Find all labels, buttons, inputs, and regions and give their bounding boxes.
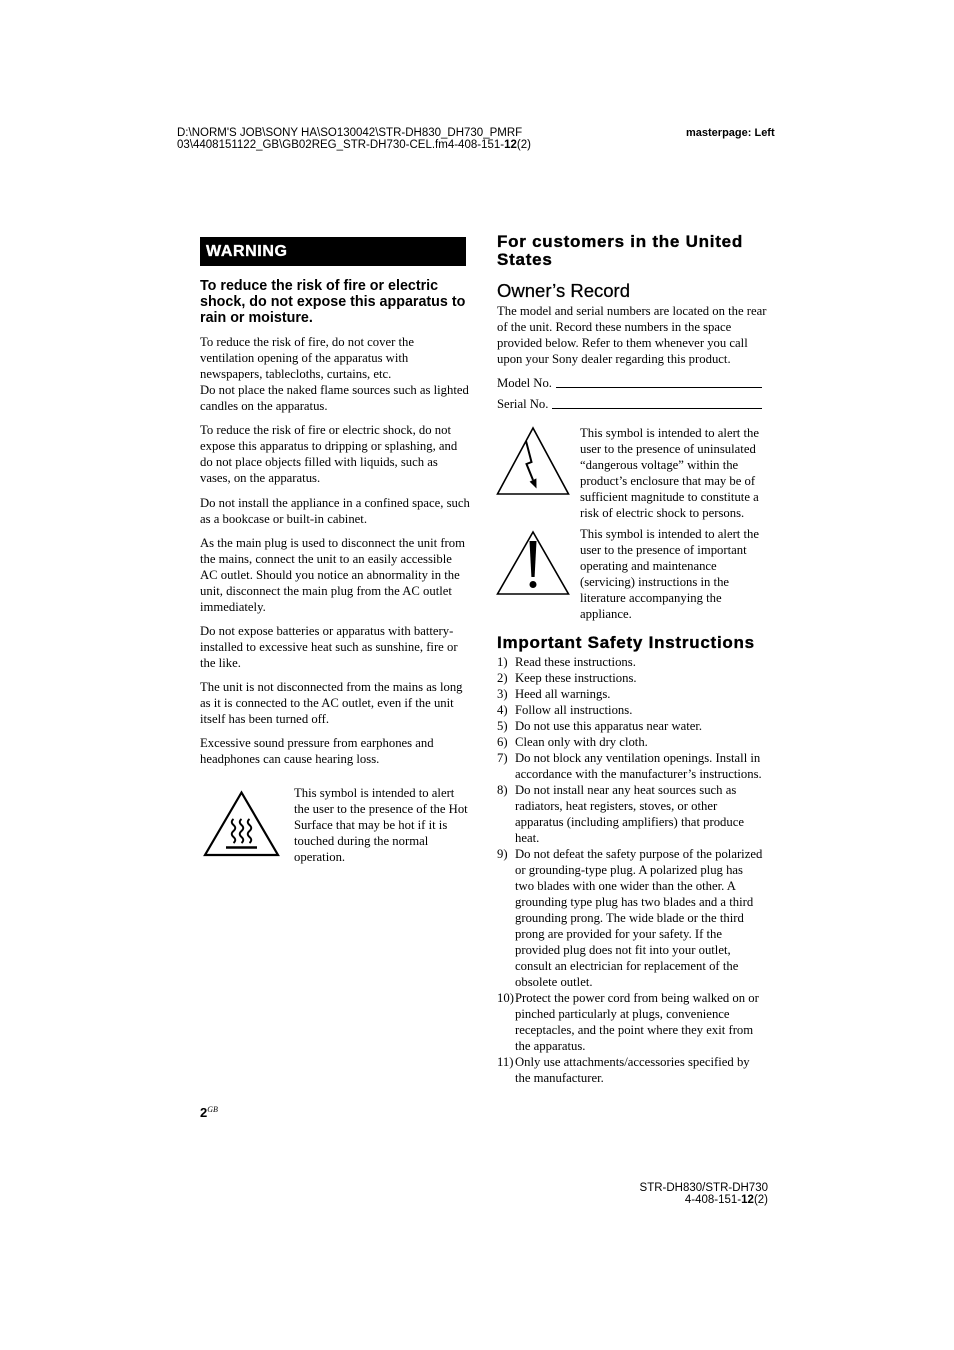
list-item-number: 10) — [497, 991, 514, 1005]
list-item-number: 1) — [497, 655, 508, 669]
file-path-line-2-text: 03\4408151122_GB\GB02REG_STR-DH730-CEL.fm4-408-151- — [177, 139, 505, 151]
page-number — [200, 1102, 218, 1121]
list-item — [497, 686, 767, 702]
list-item-number: 9) — [497, 847, 508, 861]
list-item — [497, 750, 767, 782]
file-path-header — [177, 127, 531, 151]
list-item-text: Read these instructions. — [515, 655, 636, 669]
list-item — [497, 654, 767, 670]
list-item-number: 7) — [497, 751, 508, 765]
exclamation-warning-icon — [496, 530, 570, 596]
list-item-text: Heed all warnings. — [515, 687, 611, 701]
warning-paragraph: Excessive sound pressure from earphones and headphones can cause hearing loss. — [200, 736, 434, 766]
list-item-text: Follow all instructions. — [515, 703, 633, 717]
file-path-line-2 — [177, 139, 531, 151]
footer-part-number-text: 4-408-151- — [684, 1194, 742, 1206]
list-item-text: Clean only with dry cloth. — [515, 735, 648, 749]
exclamation-dot — [530, 581, 537, 588]
warning-paragraph: To reduce the risk of fire, do not cover the ventilation opening of the apparatus with newspapers, tablecloths, curtains, etc. Do not place the naked flame sources such as lighted candles on the apparatus. — [200, 335, 469, 413]
list-item-text: Do not install near any heat sources such as radiators, heat registers, stoves, or other apparatus (including amplifiers) that produce heat. — [515, 783, 745, 845]
heat-wave — [248, 819, 252, 843]
exclamation-bar — [530, 541, 537, 577]
us-customers-title: For customers in the United States — [497, 232, 743, 269]
hot-surface-icon — [203, 790, 280, 857]
safety-instructions-list — [497, 654, 767, 1086]
model-number-row — [497, 375, 762, 391]
heat-wave — [232, 819, 236, 843]
list-item-number: 2) — [497, 671, 508, 685]
warning-paragraph: Do not install the appliance in a confined space, such as a bookcase or built-in cabinet. — [200, 496, 470, 526]
list-item-number: 11) — [497, 1055, 514, 1069]
hot-surface-description: This symbol is intended to alert the user to the presence of the Hot Surface that may be hot if it is touched during the normal operation. — [294, 786, 468, 864]
warning-heading: To reduce the risk of fire or electric shock, do not expose this apparatus to rain or moisture. — [200, 278, 466, 326]
list-item-text: Do not block any ventilation openings. Install in accordance with the manufacturer’s instructions. — [515, 751, 762, 781]
footer-revision-number: 12 — [741, 1194, 754, 1206]
page-number-value: 2 — [200, 1105, 208, 1120]
file-path-revision-number: 12 — [504, 139, 517, 151]
file-path-line-1: D:\NORM'S JOB\SONY HA\SO130042\STR-DH830_DH730_PMRF — [177, 127, 523, 139]
warning-banner — [200, 237, 466, 266]
warning-paragraph: Do not expose batteries or apparatus with battery- installed to excessive heat such as sunshine, fire or the like. — [200, 624, 458, 670]
list-item-number: 8) — [497, 783, 508, 797]
safety-instructions-title: Important Safety Instructions — [497, 633, 755, 652]
heat-wave — [240, 819, 244, 843]
file-path-revision-suffix: (2) — [516, 139, 531, 151]
footer-revision-suffix: (2) — [753, 1194, 768, 1206]
page-number-language-suffix: GB — [207, 1105, 218, 1114]
list-item — [497, 990, 767, 1054]
footer-model-names: STR-DH830/STR-DH730 — [639, 1182, 768, 1194]
warning-title: WARNING — [206, 243, 288, 260]
list-item — [497, 1054, 767, 1086]
list-item-text: Do not use this apparatus near water. — [515, 719, 703, 733]
serial-number-label: Serial No. — [497, 397, 549, 411]
list-item-number: 4) — [497, 703, 508, 717]
list-item — [497, 670, 767, 686]
serial-number-row — [497, 396, 762, 412]
owners-record-title: Owner’s Record — [497, 280, 630, 301]
list-item — [497, 734, 767, 750]
serial-number-blank-line — [552, 396, 762, 409]
footer-part-number — [640, 1194, 768, 1206]
list-item-number: 3) — [497, 687, 508, 701]
model-footer — [640, 1182, 768, 1206]
model-number-label: Model No. — [497, 376, 552, 390]
list-item-text: Do not defeat the safety purpose of the polarized or grounding-type plug. A polarized plug has two blades with one wider than the other. A grounding type plug has two blades and a third grounding prong. The wide blade or the third prong are provided for your safety. If the provided plug does not fit into your outlet, consult an electrician for replacement of the obsolete outlet. — [515, 847, 763, 989]
list-item — [497, 702, 767, 718]
model-number-blank-line — [556, 375, 762, 388]
lightning-bolt — [526, 441, 533, 480]
list-item — [497, 718, 767, 734]
list-item-number: 5) — [497, 719, 508, 733]
owners-record-text: The model and serial numbers are located on the rear of the unit. Record these numbers in the space provided below. Refer to them whenever you call upon your Sony dealer regarding this product. — [497, 304, 767, 366]
warning-paragraph: To reduce the risk of fire or electric shock, do not expose this apparatus to dripping or splashing, and do not place objects filled with liquids, such as vases, on the apparatus. — [200, 423, 458, 485]
dangerous-voltage-description: This symbol is intended to alert the user to the presence of uninsulated “dangerous voltage” within the product’s enclosure that may be of sufficient magnitude to constitute a risk of electric shock to persons. — [580, 426, 760, 520]
list-item — [497, 846, 767, 990]
dangerous-voltage-icon — [496, 426, 570, 496]
list-item-text: Keep these instructions. — [515, 671, 637, 685]
warning-paragraph: The unit is not disconnected from the mains as long as it is connected to the AC outlet, even if the unit itself has been turned off. — [200, 680, 463, 726]
list-item-text: Only use attachments/accessories specified by the manufacturer. — [515, 1055, 750, 1085]
list-item-number: 6) — [497, 735, 508, 749]
list-item — [497, 782, 767, 846]
warning-paragraph: As the main plug is used to disconnect the unit from the mains, connect the unit to an easily accessible AC outlet. Should you notice an abnormality in the unit, disconnect the main plug from the AC outlet immediately. — [200, 536, 465, 614]
masterpage-label: masterpage: Left — [686, 127, 775, 139]
list-item-text: Protect the power cord from being walked on or pinched particularly at plugs, convenience receptacles, and the point where they exit from the apparatus. — [515, 991, 759, 1053]
exclamation-description: This symbol is intended to alert the user to the presence of important operating and maintenance (servicing) instructions in the literature accompanying the appliance. — [580, 527, 760, 621]
